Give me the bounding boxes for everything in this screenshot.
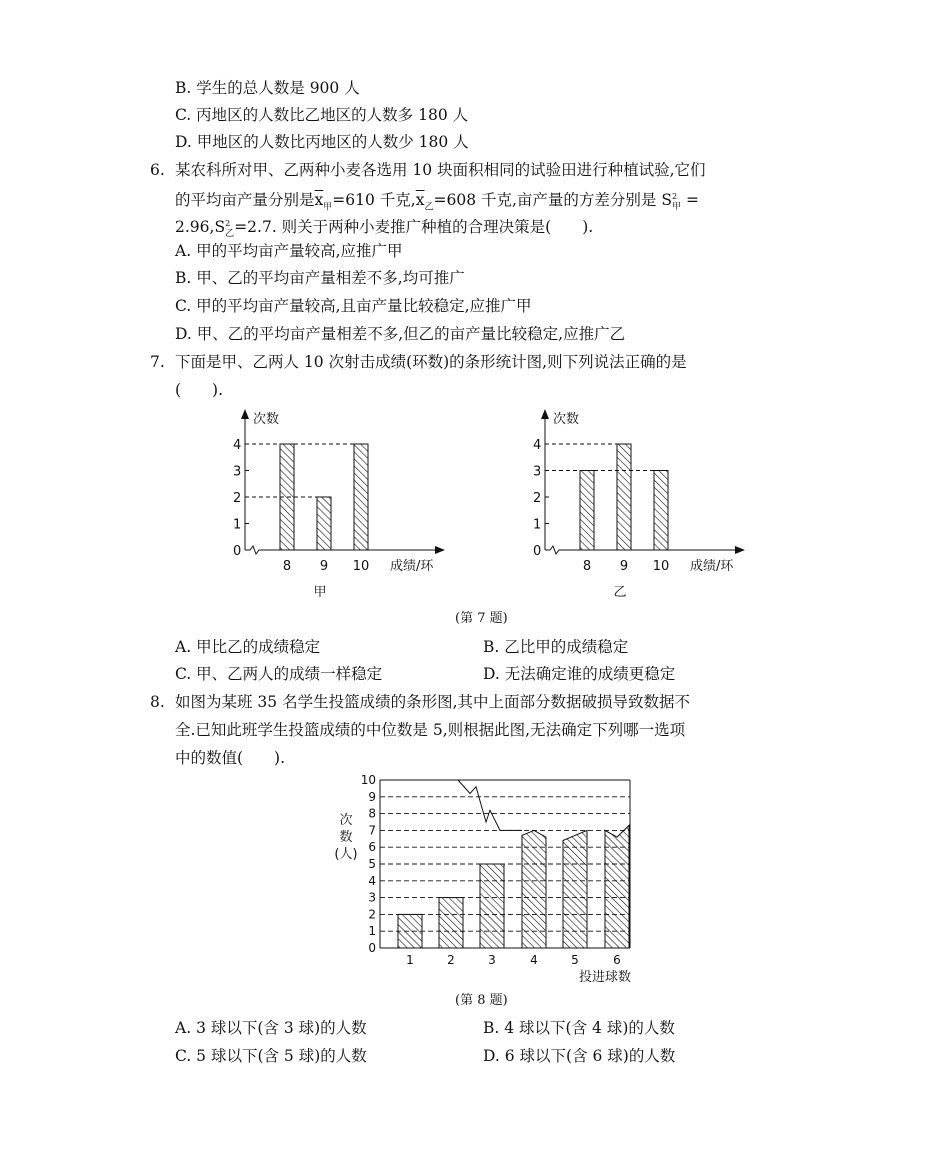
y-tick-label: 1 xyxy=(533,517,542,533)
y-tick-label: 9 xyxy=(368,789,376,804)
y-axis-label: 次数 xyxy=(553,412,580,427)
q7-option-b: B. 乙比甲的成绩稳定 xyxy=(483,638,629,656)
q6-option-a: A. 甲的平均亩产量较高,应推广甲 xyxy=(175,242,403,260)
q7-option-c: C. 甲、乙两人的成绩一样稳定 xyxy=(175,665,383,683)
chart-yi xyxy=(515,405,755,605)
bar-9 xyxy=(617,444,631,550)
x-tick-label: 9 xyxy=(319,559,329,574)
bar-1 xyxy=(398,914,422,948)
y-tick-label: 4 xyxy=(533,438,542,453)
x-axis-arrow xyxy=(735,546,745,554)
x-tick-label: 3 xyxy=(488,953,496,967)
q8-option-b: B. 4 球以下(含 4 球)的人数 xyxy=(483,1019,675,1037)
y-tick-label: 2 xyxy=(368,907,376,922)
bar-6-torn xyxy=(605,825,629,948)
bar-5-torn xyxy=(563,830,587,948)
x-tick-label: 10 xyxy=(352,559,370,574)
x-tick-label: 5 xyxy=(571,953,579,967)
y-tick-label: 10 xyxy=(360,773,376,787)
x-axis-label: 投进球数 xyxy=(578,970,632,985)
y-tick-label: 3 xyxy=(368,890,376,905)
x-tick-label: 1 xyxy=(406,953,414,967)
y-tick-label: 0 xyxy=(368,941,376,955)
q5-option-d: D. 甲地区的人数比丙地区的人数少 180 人 xyxy=(175,133,469,151)
q7-number: 7. xyxy=(150,353,165,371)
y-axis-arrow xyxy=(241,409,249,419)
q8-option-d: D. 6 球以下(含 6 球)的人数 xyxy=(483,1047,676,1065)
x-tick-label: 2 xyxy=(447,953,455,967)
q8-number: 8. xyxy=(150,693,165,711)
q5-option-b: B. 学生的总人数是 900 人 xyxy=(175,79,360,97)
bar-3 xyxy=(480,864,504,948)
q6-option-d: D. 甲、乙的平均亩产量相差不多,但乙的亩产量比较稳定,应推广乙 xyxy=(175,325,626,343)
bar-10 xyxy=(654,471,668,551)
y-axis-label: 次数 xyxy=(253,412,280,427)
q7-caption: (第 7 题) xyxy=(455,611,508,626)
x-axis-label: 成绩/环 xyxy=(390,559,434,574)
bar-9 xyxy=(317,497,331,550)
y-tick-label: 8 xyxy=(368,806,376,821)
q8-stem-line2: 全.已知此班学生投篮成绩的中位数是 5,则根据此图,无法确定下列哪一选项 xyxy=(175,721,686,739)
q6-number: 6. xyxy=(150,161,165,179)
chart-jia xyxy=(215,405,455,605)
bar-8 xyxy=(580,471,594,551)
y-tick-label: 1 xyxy=(368,924,376,939)
x-tick-label: 8 xyxy=(282,559,292,574)
y-tick-label: 6 xyxy=(368,840,376,855)
q6-stem-line2: 的平均亩产量分别是$\overline{x}_甲=610$ 千克$,\overline{x}_乙=608$ 千克,亩产量的方差分别是 $S^2_甲$ = xyxy=(175,191,700,213)
y-tick-label: 1 xyxy=(233,517,242,533)
y-axis-arrow xyxy=(541,409,549,419)
q7-stem-line2: ( ). xyxy=(175,381,224,399)
y-axis-label: (人) xyxy=(334,847,358,862)
bar-2 xyxy=(439,898,463,948)
chart-basketball xyxy=(330,772,650,987)
x-tick-label: 4 xyxy=(530,953,538,967)
bar-4-torn xyxy=(522,830,546,948)
y-tick-label: 4 xyxy=(368,873,376,888)
x-tick-label: 9 xyxy=(619,559,629,574)
y-tick-label: 3 xyxy=(233,464,242,480)
y-tick-label: 4 xyxy=(233,438,242,453)
x-axis xyxy=(545,546,735,554)
x-tick-label: 8 xyxy=(582,559,592,574)
q6-option-b: B. 甲、乙的平均亩产量相差不多,均可推广 xyxy=(175,269,465,287)
x-axis-label: 成绩/环 xyxy=(690,559,734,574)
q8-caption: (第 8 题) xyxy=(455,993,508,1008)
chart-title: 乙 xyxy=(613,585,627,600)
q8-option-c: C. 5 球以下(含 5 球)的人数 xyxy=(175,1047,367,1065)
q8-option-a: A. 3 球以下(含 3 球)的人数 xyxy=(175,1019,367,1037)
tear-line xyxy=(458,780,522,830)
q8-stem-line3: 中的数值( ). xyxy=(175,749,286,767)
chart-title: 甲 xyxy=(313,585,327,600)
y-tick-label: 5 xyxy=(368,857,376,871)
q5-option-c: C. 丙地区的人数比乙地区的人数多 180 人 xyxy=(175,106,469,124)
y-tick-label: 2 xyxy=(533,491,542,506)
y-tick-label: 0 xyxy=(233,544,242,559)
q6-option-c: C. 甲的平均亩产量较高,且亩产量比较稳定,应推广甲 xyxy=(175,297,532,315)
q6-stem-line1: 某农科所对甲、乙两种小麦各选用 10 块面积相同的试验田进行种植试验,它们 xyxy=(175,161,706,179)
q7-option-d: D. 无法确定谁的成绩更稳定 xyxy=(483,665,676,683)
y-tick-label: 0 xyxy=(533,544,542,559)
x-tick-label: 10 xyxy=(652,559,670,574)
x-tick-label: 6 xyxy=(613,953,621,967)
q7-option-a: A. 甲比乙的成绩稳定 xyxy=(175,638,321,656)
q8-stem-line1: 如图为某班 35 名学生投篮成绩的条形图,其中上面部分数据破损导致数据不 xyxy=(175,693,691,711)
y-tick-label: 7 xyxy=(368,823,376,838)
q7-stem-line1: 下面是甲、乙两人 10 次射击成绩(环数)的条形统计图,则下列说法正确的是 xyxy=(175,353,687,371)
x-axis xyxy=(245,546,435,554)
x-axis-arrow xyxy=(435,546,445,554)
y-tick-label: 2 xyxy=(233,491,242,506)
y-axis-label: 数 xyxy=(339,830,353,845)
bar-10 xyxy=(354,444,368,550)
y-tick-label: 3 xyxy=(533,464,542,480)
q6-stem-line3: $2.96,S^2_乙=2.7$. 则关于两种小麦推广种植的合理决策是( ). xyxy=(175,218,594,240)
y-axis-label: 次 xyxy=(339,813,353,828)
